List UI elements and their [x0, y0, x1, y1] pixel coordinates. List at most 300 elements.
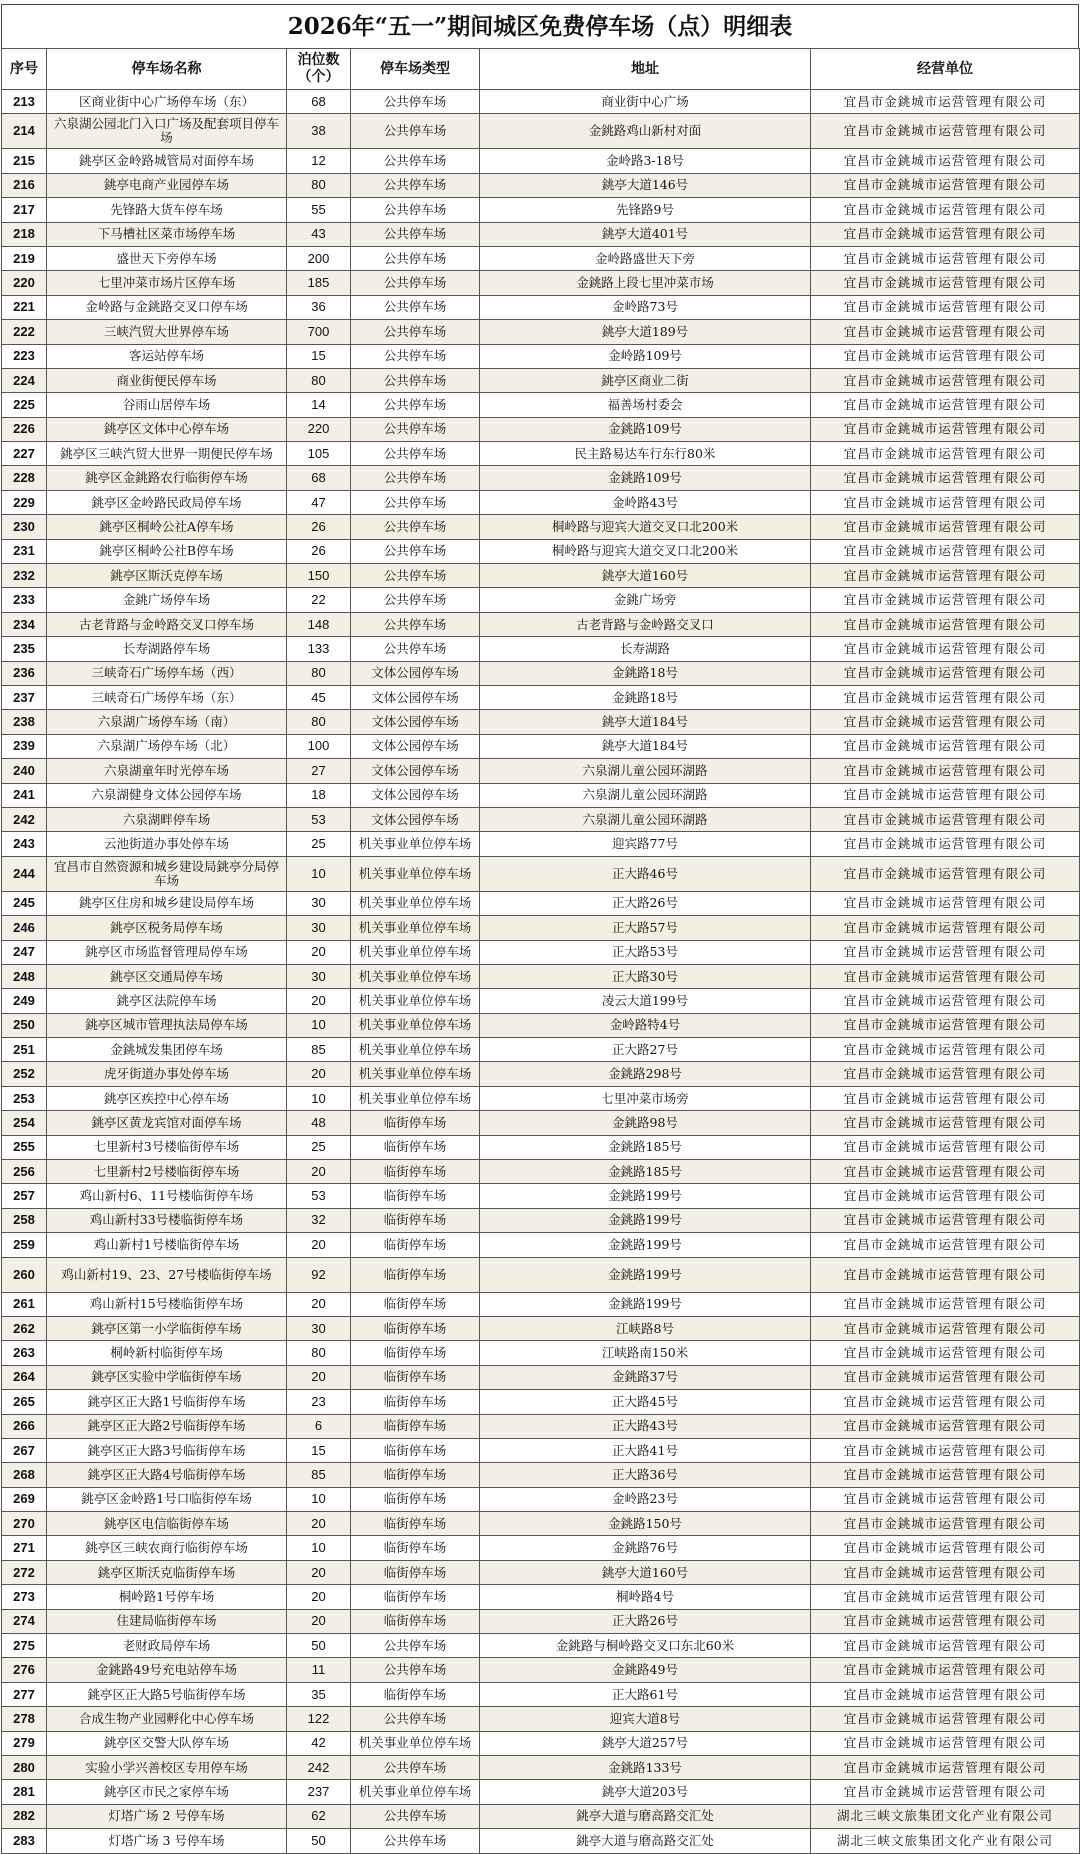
operator: 宜昌市金銚城市运营管理有限公司: [811, 940, 1080, 964]
table-row: [2, 344, 1080, 368]
space-count: 20: [287, 1160, 351, 1184]
row-index: 267: [2, 1438, 47, 1462]
address: 金銚路150号: [480, 1512, 811, 1536]
space-count: 20: [287, 1062, 351, 1086]
operator: 宜昌市金銚城市运营管理有限公司: [811, 1658, 1080, 1682]
parking-name: 銚亭区实验中学临街停车场: [47, 1365, 287, 1389]
table-row: [2, 1365, 1080, 1389]
parking-name: 銚亭区金岭路城管局对面停车场: [47, 149, 287, 173]
row-index: 265: [2, 1390, 47, 1414]
operator: 宜昌市金銚城市运营管理有限公司: [811, 1062, 1080, 1086]
address: 正大路26号: [480, 1609, 811, 1633]
table-row: [2, 90, 1080, 114]
address: 迎宾路77号: [480, 832, 811, 856]
table-row: [2, 1341, 1080, 1365]
space-count: 20: [287, 1609, 351, 1633]
parking-type: 公共停车场: [351, 1658, 480, 1682]
space-count: 80: [287, 1341, 351, 1365]
parking-name: 銚亭区市民之家停车场: [47, 1780, 287, 1804]
row-index: 227: [2, 442, 47, 466]
address: 金岭路109号: [480, 344, 811, 368]
parking-type: 临街停车场: [351, 1365, 480, 1389]
parking-type: 临街停车场: [351, 1463, 480, 1487]
table-header-row: [2, 49, 1080, 90]
parking-name: 老财政局停车场: [47, 1634, 287, 1658]
operator: 宜昌市金銚城市运营管理有限公司: [811, 1257, 1080, 1292]
parking-type: 临街停车场: [351, 1111, 480, 1135]
parking-name: 鸡山新村6、11号楼临街停车场: [47, 1184, 287, 1208]
operator: 宜昌市金銚城市运营管理有限公司: [811, 916, 1080, 940]
space-count: 36: [287, 295, 351, 319]
row-index: 266: [2, 1414, 47, 1438]
parking-type: 临街停车场: [351, 1414, 480, 1438]
address: 銚亭大道401号: [480, 222, 811, 246]
operator: 宜昌市金銚城市运营管理有限公司: [811, 1512, 1080, 1536]
row-index: 215: [2, 149, 47, 173]
space-count: 6: [287, 1414, 351, 1438]
row-index: 243: [2, 832, 47, 856]
parking-name: 金銚广场停车场: [47, 588, 287, 612]
parking-type: 公共停车场: [351, 320, 480, 344]
parking-name: 金銚城发集团停车场: [47, 1038, 287, 1062]
parking-type: 临街停车场: [351, 1160, 480, 1184]
space-count: 32: [287, 1208, 351, 1232]
space-count: 27: [287, 759, 351, 783]
operator: 宜昌市金銚城市运营管理有限公司: [811, 891, 1080, 915]
operator: 宜昌市金銚城市运营管理有限公司: [811, 466, 1080, 490]
row-index: 251: [2, 1038, 47, 1062]
operator: 宜昌市金銚城市运营管理有限公司: [811, 1682, 1080, 1706]
parking-name: 下马槽社区菜市场停车场: [47, 222, 287, 246]
table-row: [2, 588, 1080, 612]
row-index: 238: [2, 710, 47, 734]
operator: 宜昌市金銚城市运营管理有限公司: [811, 1086, 1080, 1110]
parking-name: 銚亭区正大路3号临街停车场: [47, 1438, 287, 1462]
operator: 宜昌市金銚城市运营管理有限公司: [811, 515, 1080, 539]
parking-name: 銚亭区桐岭公社A停车场: [47, 515, 287, 539]
operator: 宜昌市金銚城市运营管理有限公司: [811, 393, 1080, 417]
operator: 宜昌市金銚城市运营管理有限公司: [811, 759, 1080, 783]
parking-name: 六泉湖童年时光停车场: [47, 759, 287, 783]
row-index: 219: [2, 246, 47, 270]
address: 金銚路185号: [480, 1160, 811, 1184]
operator: 宜昌市金銚城市运营管理有限公司: [811, 1316, 1080, 1340]
operator: 宜昌市金銚城市运营管理有限公司: [811, 1390, 1080, 1414]
address: 金銚路199号: [480, 1257, 811, 1292]
address: 正大路53号: [480, 940, 811, 964]
space-count: 23: [287, 1390, 351, 1414]
address: 正大路43号: [480, 1414, 811, 1438]
parking-type: 公共停车场: [351, 588, 480, 612]
row-index: 237: [2, 685, 47, 709]
address: 桐岭路4号: [480, 1585, 811, 1609]
table-row: [2, 114, 1080, 149]
parking-type: 临街停车场: [351, 1292, 480, 1316]
address: 长寿湖路: [480, 637, 811, 661]
row-index: 280: [2, 1756, 47, 1780]
space-count: 22: [287, 588, 351, 612]
parking-type: 临街停车场: [351, 1390, 480, 1414]
parking-name: 銚亭区桐岭公社B停车场: [47, 539, 287, 563]
table-row: [2, 989, 1080, 1013]
header-type: 停车场类型: [351, 49, 480, 90]
operator: 湖北三峡文旅集团文化产业有限公司: [811, 1804, 1080, 1828]
table-row: [2, 612, 1080, 636]
parking-name: 宜昌市自然资源和城乡建设局銚亭分局停车场: [47, 856, 287, 891]
operator: 宜昌市金銚城市运营管理有限公司: [811, 1111, 1080, 1135]
operator: 宜昌市金銚城市运营管理有限公司: [811, 1292, 1080, 1316]
parking-type: 文体公园停车场: [351, 807, 480, 831]
row-index: 279: [2, 1731, 47, 1755]
row-index: 249: [2, 989, 47, 1013]
space-count: 42: [287, 1731, 351, 1755]
parking-type: 临街停车场: [351, 1560, 480, 1584]
space-count: 30: [287, 891, 351, 915]
address: 正大路26号: [480, 891, 811, 915]
parking-type: 机关事业单位停车场: [351, 1086, 480, 1110]
row-index: 276: [2, 1658, 47, 1682]
parking-name: 銚亭区金銚路农行临街停车场: [47, 466, 287, 490]
address: 六泉湖儿童公园环湖路: [480, 783, 811, 807]
table-row: [2, 1013, 1080, 1037]
row-index: 248: [2, 964, 47, 988]
space-count: 122: [287, 1707, 351, 1731]
parking-name: 銚亭区三峡农商行临街停车场: [47, 1536, 287, 1560]
operator: 宜昌市金銚城市运营管理有限公司: [811, 783, 1080, 807]
table-row: [2, 320, 1080, 344]
operator: 宜昌市金銚城市运营管理有限公司: [811, 1536, 1080, 1560]
parking-type: 公共停车场: [351, 1634, 480, 1658]
table-row: [2, 490, 1080, 514]
operator: 宜昌市金銚城市运营管理有限公司: [811, 685, 1080, 709]
parking-type: 公共停车场: [351, 417, 480, 441]
address: 銚亭大道189号: [480, 320, 811, 344]
address: 六泉湖儿童公园环湖路: [480, 807, 811, 831]
address: 金岭路盛世天下旁: [480, 246, 811, 270]
row-index: 258: [2, 1208, 47, 1232]
operator: 宜昌市金銚城市运营管理有限公司: [811, 1160, 1080, 1184]
parking-name: 虎牙街道办事处停车场: [47, 1062, 287, 1086]
parking-type: 公共停车场: [351, 466, 480, 490]
space-count: 50: [287, 1634, 351, 1658]
parking-name: 銚亭区斯沃克停车场: [47, 564, 287, 588]
table-row: [2, 661, 1080, 685]
space-count: 38: [287, 114, 351, 149]
address: 金銚路76号: [480, 1536, 811, 1560]
address: 金銚广场旁: [480, 588, 811, 612]
address: 正大路45号: [480, 1390, 811, 1414]
address: 正大路30号: [480, 964, 811, 988]
row-index: 218: [2, 222, 47, 246]
space-count: 80: [287, 661, 351, 685]
header-name: 停车场名称: [47, 49, 287, 90]
address: 金銚路133号: [480, 1756, 811, 1780]
address: 金銚路199号: [480, 1233, 811, 1257]
row-index: 240: [2, 759, 47, 783]
address: 正大路27号: [480, 1038, 811, 1062]
row-index: 224: [2, 368, 47, 392]
row-index: 233: [2, 588, 47, 612]
operator: 宜昌市金銚城市运营管理有限公司: [811, 710, 1080, 734]
address: 迎宾大道8号: [480, 1707, 811, 1731]
parking-name: 客运站停车场: [47, 344, 287, 368]
operator: 宜昌市金銚城市运营管理有限公司: [811, 564, 1080, 588]
space-count: 53: [287, 807, 351, 831]
parking-type: 临街停车场: [351, 1682, 480, 1706]
parking-type: 公共停车场: [351, 490, 480, 514]
parking-name: 谷雨山居停车场: [47, 393, 287, 417]
address: 銚亭大道与磨高路交汇处: [480, 1804, 811, 1828]
table-row: [2, 637, 1080, 661]
space-count: 50: [287, 1829, 351, 1853]
parking-name: 銚亭电商产业园停车场: [47, 173, 287, 197]
operator: 宜昌市金銚城市运营管理有限公司: [811, 856, 1080, 891]
address: 先锋路9号: [480, 198, 811, 222]
parking-type: 机关事业单位停车场: [351, 891, 480, 915]
table-row: [2, 368, 1080, 392]
parking-name: 六泉湖广场停车场（南）: [47, 710, 287, 734]
address: 銚亭大道160号: [480, 1560, 811, 1584]
row-index: 213: [2, 90, 47, 114]
space-count: 105: [287, 442, 351, 466]
space-count: 35: [287, 1682, 351, 1706]
space-count: 26: [287, 515, 351, 539]
parking-type: 临街停车场: [351, 1585, 480, 1609]
space-count: 20: [287, 989, 351, 1013]
table-row: [2, 856, 1080, 891]
table-row: [2, 1135, 1080, 1159]
address: 金銚路18号: [480, 685, 811, 709]
space-count: 242: [287, 1756, 351, 1780]
parking-name: 盛世天下旁停车场: [47, 246, 287, 270]
parking-type: 临街停车场: [351, 1257, 480, 1292]
table-row: [2, 1560, 1080, 1584]
parking-name: 实验小学兴善校区专用停车场: [47, 1756, 287, 1780]
parking-type: 公共停车场: [351, 612, 480, 636]
address: 民主路易达车行东行80米: [480, 442, 811, 466]
space-count: 25: [287, 1135, 351, 1159]
parking-type: 公共停车场: [351, 222, 480, 246]
address: 金銚路298号: [480, 1062, 811, 1086]
operator: 宜昌市金銚城市运营管理有限公司: [811, 173, 1080, 197]
parking-type: 机关事业单位停车场: [351, 856, 480, 891]
address: 銚亭大道203号: [480, 1780, 811, 1804]
space-count: 100: [287, 734, 351, 758]
row-index: 236: [2, 661, 47, 685]
operator: 宜昌市金銚城市运营管理有限公司: [811, 1184, 1080, 1208]
address: 金岭路23号: [480, 1487, 811, 1511]
space-count: 700: [287, 320, 351, 344]
row-index: 252: [2, 1062, 47, 1086]
parking-type: 公共停车场: [351, 393, 480, 417]
parking-name: 銚亭区交警大队停车场: [47, 1731, 287, 1755]
parking-type: 公共停车场: [351, 90, 480, 114]
table-row: [2, 466, 1080, 490]
row-index: 259: [2, 1233, 47, 1257]
address: 桐岭路与迎宾大道交叉口北200米: [480, 515, 811, 539]
parking-name: 住建局临街停车场: [47, 1609, 287, 1633]
space-count: 20: [287, 1560, 351, 1584]
parking-name: 銚亭区电信临街停车场: [47, 1512, 287, 1536]
row-index: 244: [2, 856, 47, 891]
space-count: 11: [287, 1658, 351, 1682]
space-count: 148: [287, 612, 351, 636]
parking-name: 銚亭区正大路1号临街停车场: [47, 1390, 287, 1414]
address: 正大路46号: [480, 856, 811, 891]
parking-name: 銚亭区交通局停车场: [47, 964, 287, 988]
table-title: 2026年“五一”期间城区免费停车场（点）明细表: [1, 4, 1079, 48]
table-row: [2, 515, 1080, 539]
parking-type: 公共停车场: [351, 539, 480, 563]
parking-name: 合成生物产业园孵化中心停车场: [47, 1707, 287, 1731]
table-row: [2, 1438, 1080, 1462]
operator: 宜昌市金銚城市运营管理有限公司: [811, 490, 1080, 514]
table-row: [2, 173, 1080, 197]
address: 古老背路与金岭路交叉口: [480, 612, 811, 636]
space-count: 10: [287, 1487, 351, 1511]
operator: 宜昌市金銚城市运营管理有限公司: [811, 1038, 1080, 1062]
table-row: [2, 1208, 1080, 1232]
parking-name: 云池街道办事处停车场: [47, 832, 287, 856]
address: 凌云大道199号: [480, 989, 811, 1013]
parking-type: 临街停车场: [351, 1233, 480, 1257]
operator: 宜昌市金銚城市运营管理有限公司: [811, 1463, 1080, 1487]
address: 正大路41号: [480, 1438, 811, 1462]
space-count: 30: [287, 916, 351, 940]
operator: 宜昌市金銚城市运营管理有限公司: [811, 198, 1080, 222]
space-count: 30: [287, 964, 351, 988]
row-index: 254: [2, 1111, 47, 1135]
address: 金銚路鸡山新村对面: [480, 114, 811, 149]
parking-name: 商业街便民停车场: [47, 368, 287, 392]
parking-type: 文体公园停车场: [351, 734, 480, 758]
parking-name: 金岭路与金銚路交叉口停车场: [47, 295, 287, 319]
space-count: 47: [287, 490, 351, 514]
address: 桐岭路与迎宾大道交叉口北200米: [480, 539, 811, 563]
address: 銚亭大道184号: [480, 710, 811, 734]
operator: 宜昌市金銚城市运营管理有限公司: [811, 1756, 1080, 1780]
address: 金銚路49号: [480, 1658, 811, 1682]
address: 金銚路199号: [480, 1208, 811, 1232]
parking-name: 六泉湖公园北门入口广场及配套项目停车场: [47, 114, 287, 149]
row-index: 262: [2, 1316, 47, 1340]
operator: 宜昌市金銚城市运营管理有限公司: [811, 246, 1080, 270]
row-index: 239: [2, 734, 47, 758]
parking-name: 鸡山新村15号楼临街停车场: [47, 1292, 287, 1316]
table-row: [2, 1257, 1080, 1292]
table-row: [2, 1707, 1080, 1731]
space-count: 10: [287, 1536, 351, 1560]
table-row: [2, 1512, 1080, 1536]
parking-type: 公共停车场: [351, 564, 480, 588]
table-row: [2, 1086, 1080, 1110]
parking-type: 公共停车场: [351, 637, 480, 661]
address: 六泉湖儿童公园环湖路: [480, 759, 811, 783]
space-count: 133: [287, 637, 351, 661]
operator: 宜昌市金銚城市运营管理有限公司: [811, 417, 1080, 441]
parking-name: 銚亭区正大路4号临街停车场: [47, 1463, 287, 1487]
operator: 宜昌市金銚城市运营管理有限公司: [811, 368, 1080, 392]
parking-type: 文体公园停车场: [351, 661, 480, 685]
address: 銚亭大道184号: [480, 734, 811, 758]
space-count: 15: [287, 1438, 351, 1462]
table-row: [2, 1062, 1080, 1086]
table-row: [2, 710, 1080, 734]
row-index: 268: [2, 1463, 47, 1487]
parking-name: 銚亭区金岭路民政局停车场: [47, 490, 287, 514]
table-row: [2, 916, 1080, 940]
space-count: 200: [287, 246, 351, 270]
operator: 宜昌市金銚城市运营管理有限公司: [811, 1365, 1080, 1389]
address: 銚亭大道与磨高路交汇处: [480, 1829, 811, 1853]
space-count: 85: [287, 1038, 351, 1062]
address: 金銚路199号: [480, 1292, 811, 1316]
row-index: 223: [2, 344, 47, 368]
address: 銚亭大道257号: [480, 1731, 811, 1755]
parking-type: 临街停车场: [351, 1316, 480, 1340]
parking-type: 文体公园停车场: [351, 759, 480, 783]
address: 金銚路与桐岭路交叉口东北60米: [480, 1634, 811, 1658]
parking-name: 銚亭区城市管理执法局停车场: [47, 1013, 287, 1037]
table-row: [2, 1536, 1080, 1560]
operator: 宜昌市金銚城市运营管理有限公司: [811, 271, 1080, 295]
operator: 宜昌市金銚城市运营管理有限公司: [811, 295, 1080, 319]
operator: 宜昌市金銚城市运营管理有限公司: [811, 637, 1080, 661]
parking-name: 七里新村3号楼临街停车场: [47, 1135, 287, 1159]
table-row: [2, 1038, 1080, 1062]
parking-type: 机关事业单位停车场: [351, 1731, 480, 1755]
address: 銚亭大道160号: [480, 564, 811, 588]
space-count: 80: [287, 368, 351, 392]
parking-type: 临街停车场: [351, 1341, 480, 1365]
parking-type: 公共停车场: [351, 1829, 480, 1853]
table-row: [2, 442, 1080, 466]
parking-type: 机关事业单位停车场: [351, 832, 480, 856]
space-count: 20: [287, 1512, 351, 1536]
parking-type: 临街停车场: [351, 1609, 480, 1633]
space-count: 20: [287, 1365, 351, 1389]
row-index: 246: [2, 916, 47, 940]
space-count: 20: [287, 1233, 351, 1257]
table-row: [2, 1829, 1080, 1853]
row-index: 255: [2, 1135, 47, 1159]
address: 金銚路37号: [480, 1365, 811, 1389]
address: 金銚路109号: [480, 417, 811, 441]
parking-name: 古老背路与金岭路交叉口停车场: [47, 612, 287, 636]
parking-name: 七里冲菜市场片区停车场: [47, 271, 287, 295]
row-index: 274: [2, 1609, 47, 1633]
parking-name: 长寿湖路停车场: [47, 637, 287, 661]
parking-type: 公共停车场: [351, 1756, 480, 1780]
parking-type: 文体公园停车场: [351, 710, 480, 734]
operator: 宜昌市金銚城市运营管理有限公司: [811, 320, 1080, 344]
parking-type: 文体公园停车场: [351, 783, 480, 807]
row-index: 278: [2, 1707, 47, 1731]
row-index: 242: [2, 807, 47, 831]
operator: 宜昌市金銚城市运营管理有限公司: [811, 1609, 1080, 1633]
table-row: [2, 1111, 1080, 1135]
space-count: 10: [287, 1086, 351, 1110]
row-index: 273: [2, 1585, 47, 1609]
operator: 宜昌市金銚城市运营管理有限公司: [811, 1208, 1080, 1232]
table-row: [2, 417, 1080, 441]
table-row: [2, 940, 1080, 964]
parking-name: 七里新村2号楼临街停车场: [47, 1160, 287, 1184]
space-count: 15: [287, 344, 351, 368]
space-count: 68: [287, 466, 351, 490]
table-row: [2, 807, 1080, 831]
space-count: 220: [287, 417, 351, 441]
